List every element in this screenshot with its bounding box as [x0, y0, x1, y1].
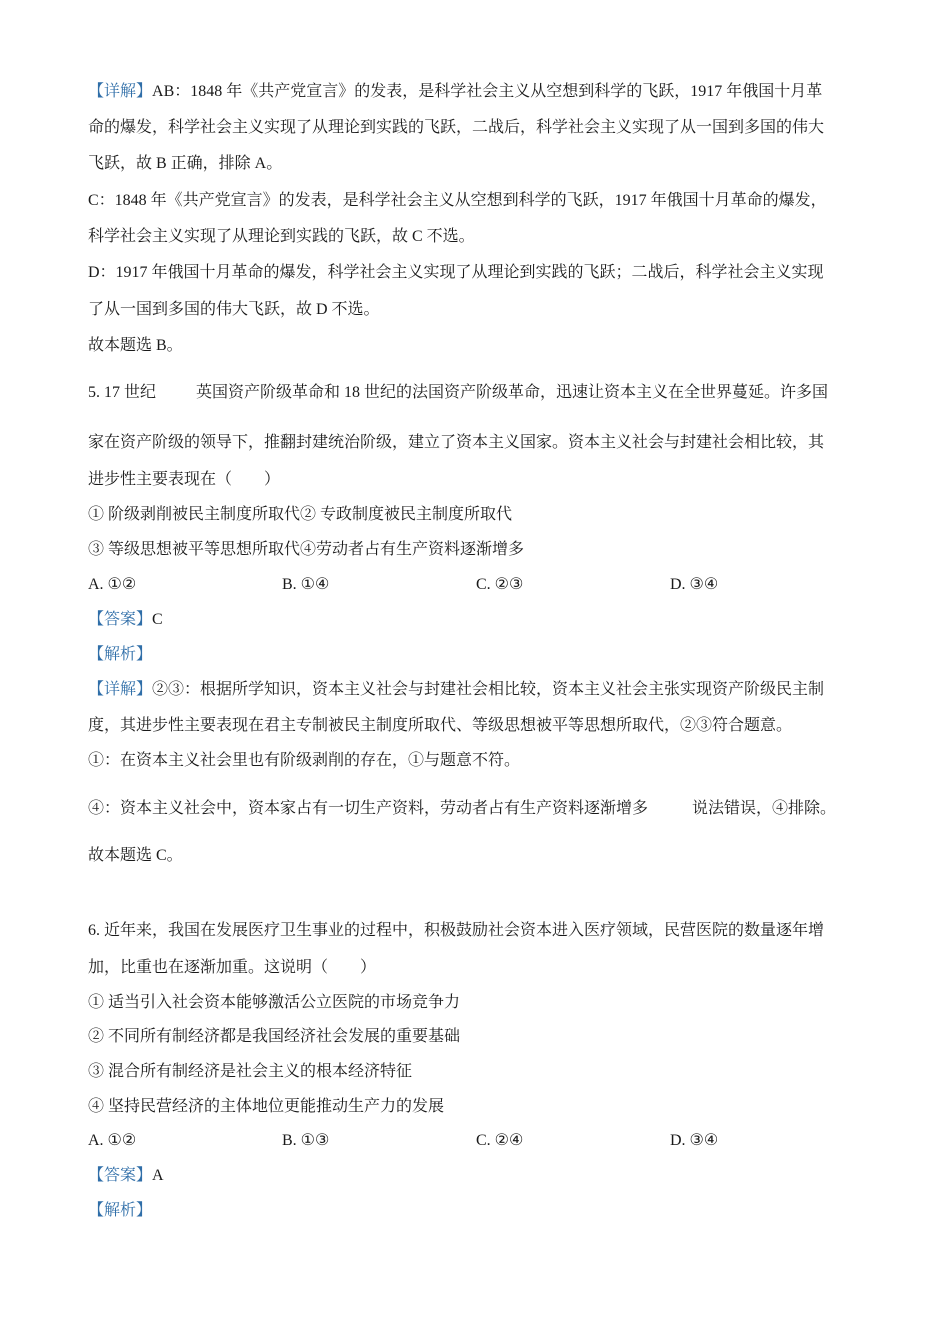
answer-tag: 【答案】 [88, 611, 153, 628]
q5-option-a: A. ①② [88, 576, 137, 593]
prev-detail-c-line-2: 科学社会主义实现了从理论到实践的飞跃，故 C 不选。 [88, 228, 475, 245]
q6-option-c: C. ②④ [476, 1132, 524, 1149]
q5-item-line-2: ③ 等级思想被平等思想所取代④劳动者占有生产资料逐渐增多 [88, 541, 525, 558]
q6-item-line-3: ③ 混合所有制经济是社会主义的根本经济特征 [88, 1063, 413, 1080]
detail-tag: 【详解】 [88, 681, 153, 698]
q5-option-d: D. ③④ [670, 576, 719, 593]
q6-item-line-1: ① 适当引入社会资本能够激活公立医院的市场竞争力 [88, 994, 461, 1011]
q5-option-c: C. ②③ [476, 576, 524, 593]
q6-stem-line-1: 6. 近年来，我国在发展医疗卫生事业的过程中，积极鼓励社会资本进入医疗领域，民营医院的数量逐年增 [88, 922, 825, 939]
q5-detail-line-4: ④：资本主义社会中，资本家占有一切生产资料，劳动者占有生产资料逐渐增多 说法错误，④排除。 [88, 800, 837, 817]
q5-option-b: B. ①④ [282, 576, 330, 593]
prev-detail-line-2: 命的爆发，科学社会主义实现了从理论到实践的飞跃，二战后，科学社会主义实现了从一国到多国的伟大 [88, 119, 825, 136]
q5-detail-line-1: 【详解】②③：根据所学知识，资本主义社会与封建社会相比较，资本主义社会主张实现资产阶级民主制 [88, 681, 825, 698]
prev-detail-c-line-1: C：1848 年《共产党宣言》的发表，是科学社会主义从空想到科学的飞跃，1917 年俄国十月革命的爆发， [88, 192, 827, 209]
q5-stem-line-2: 家在资产阶级的领导下，推翻封建统治阶级，建立了资本主义国家。资本主义社会与封建社会相比较，其 [88, 434, 825, 451]
q5-stem-line-1: 5. 17 世纪 英国资产阶级革命和 18 世纪的法国资产阶级革命，迅速让资本主义在全世界蔓延。许多国 [88, 384, 829, 401]
q6-stem-line-2: 加，比重也在逐渐加重。这说明（ ） [88, 959, 377, 976]
prev-detail-line-3: 飞跃，故 B 正确，排除 A。 [88, 155, 283, 172]
q5-detail-line-3: ①：在资本主义社会里也有阶级剥削的存在，①与题意不符。 [88, 752, 521, 769]
answer-value: C [152, 611, 163, 628]
q5-analysis-tag: 【解析】 [88, 646, 153, 663]
q6-option-b: B. ①③ [282, 1132, 330, 1149]
q6-option-a: A. ①② [88, 1132, 137, 1149]
q5-detail-line-2: 度，其进步性主要表现在君主专制被民主制度所取代、等级思想被平等思想所取代，②③符合题意。 [88, 717, 793, 734]
prev-conclusion: 故本题选 B。 [88, 337, 183, 354]
q5-conclusion: 故本题选 C。 [88, 847, 183, 864]
q6-analysis-tag: 【解析】 [88, 1202, 153, 1219]
q5-answer [88, 610, 163, 630]
detail-tag: 【详解】 [88, 83, 153, 100]
q6-item-line-2: ② 不同所有制经济都是我国经济社会发展的重要基础 [88, 1028, 461, 1045]
q6-item-line-4: ④ 坚持民营经济的主体地位更能推动生产力的发展 [88, 1098, 445, 1115]
q6-answer [88, 1166, 164, 1186]
q5-stem-line-3: 进步性主要表现在（ ） [88, 471, 281, 488]
answer-tag: 【答案】 [88, 1167, 153, 1184]
prev-detail-line-1: 【详解】AB：1848 年《共产党宣言》的发表，是科学社会主义从空想到科学的飞跃，1917 年俄国十月革 [88, 83, 823, 100]
answer-value: A [152, 1167, 164, 1184]
prev-detail-d-line-2: 了从一国到多国的伟大飞跃，故 D 不选。 [88, 301, 380, 318]
q6-option-d: D. ③④ [670, 1132, 719, 1149]
prev-detail-d-line-1: D：1917 年俄国十月革命的爆发，科学社会主义实现了从理论到实践的飞跃；二战后，科学社会主义实现 [88, 264, 824, 281]
q5-item-line-1: ① 阶级剥削被民主制度所取代② 专政制度被民主制度所取代 [88, 506, 513, 523]
